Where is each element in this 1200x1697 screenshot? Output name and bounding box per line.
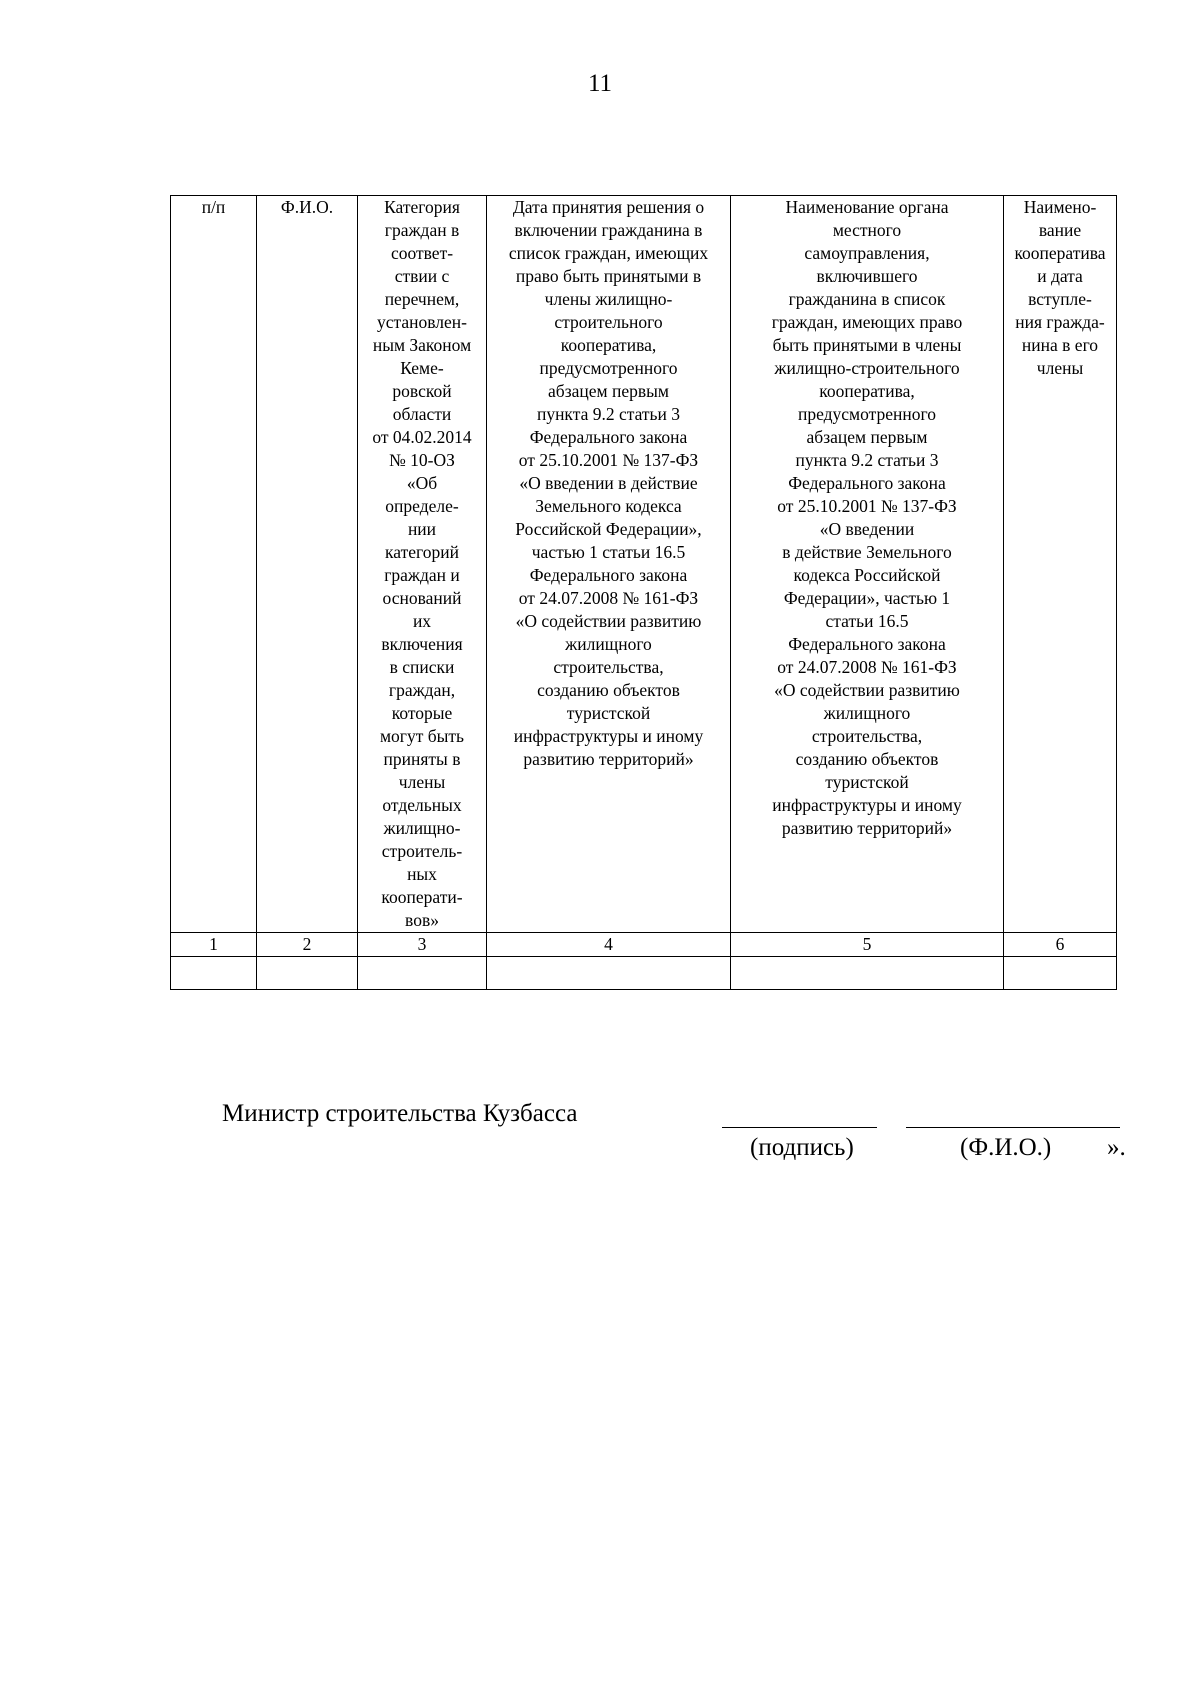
column-number: 1	[171, 933, 257, 957]
column-numbers-row	[171, 933, 1117, 957]
column-number: 4	[487, 933, 731, 957]
signature-label: (подпись)	[750, 1134, 854, 1161]
header-full-name: Ф.И.О.	[257, 196, 358, 933]
empty-data-row	[171, 957, 1117, 990]
header-local-authority: Наименование органа местного самоуправления, включившего гражданина в список граждан, имеющих право быть принятыми в члены жилищно-строительного кооператива, предусмотренного абзацем первым пункта 9.2 статьи 3 Федерального закона от 25.10.2001 № 137-ФЗ «О введении в действие Земельного кодекса Российской Федерации», частью 1 статьи 16.5 Федерального закона от 24.07.2008 № 161-ФЗ «О содействии развитию жилищного строительства, созданию объектов туристской инфраструктуры и иному развитию территорий»	[731, 196, 1004, 933]
empty-cell	[358, 957, 487, 990]
full-name-label: (Ф.И.О.)	[960, 1134, 1052, 1161]
empty-cell	[487, 957, 731, 990]
empty-cell	[171, 957, 257, 990]
empty-cell	[1004, 957, 1117, 990]
column-number: 2	[257, 933, 358, 957]
empty-cell	[257, 957, 358, 990]
column-number: 6	[1004, 933, 1117, 957]
table-header-row	[171, 196, 1117, 933]
header-cooperative-name: Наимено- вание кооператива и дата вступле- ния гражда- нина в его члены	[1004, 196, 1117, 933]
full-name-line	[906, 1127, 1120, 1128]
closing-quote: ».	[1107, 1134, 1126, 1161]
empty-cell	[731, 957, 1004, 990]
column-number: 5	[731, 933, 1004, 957]
register-table	[170, 195, 1117, 990]
header-citizen-category: Категория граждан в соответ- ствии с перечнем, установлен- ным Законом Кеме- ровской области от 04.02.2014 № 10-ОЗ «Об определе- нии категорий граждан и оснований их включения в списки граждан, которые могут быть приняты в члены отдельных жилищно- строитель- ных кооперати- вов»	[358, 196, 487, 933]
header-number: п/п	[171, 196, 257, 933]
signature-block	[0, 1100, 1200, 1180]
page-number: 11	[587, 70, 613, 97]
minister-title: Министр строительства Кузбасса	[222, 1100, 578, 1127]
signature-line	[722, 1127, 877, 1128]
column-number: 3	[358, 933, 487, 957]
header-decision-date: Дата принятия решения о включении гражданина в список граждан, имеющих право быть принятыми в члены жилищно- строительного кооператива, предусмотренного абзацем первым пункта 9.2 статьи 3 Федерального закона от 25.10.2001 № 137-ФЗ «О введении в действие Земельного кодекса Российской Федерации», частью 1 статьи 16.5 Федерального закона от 24.07.2008 № 161-ФЗ «О содействии развитию жилищного строительства, созданию объектов туристской инфраструктуры и иному развитию территорий»	[487, 196, 731, 933]
